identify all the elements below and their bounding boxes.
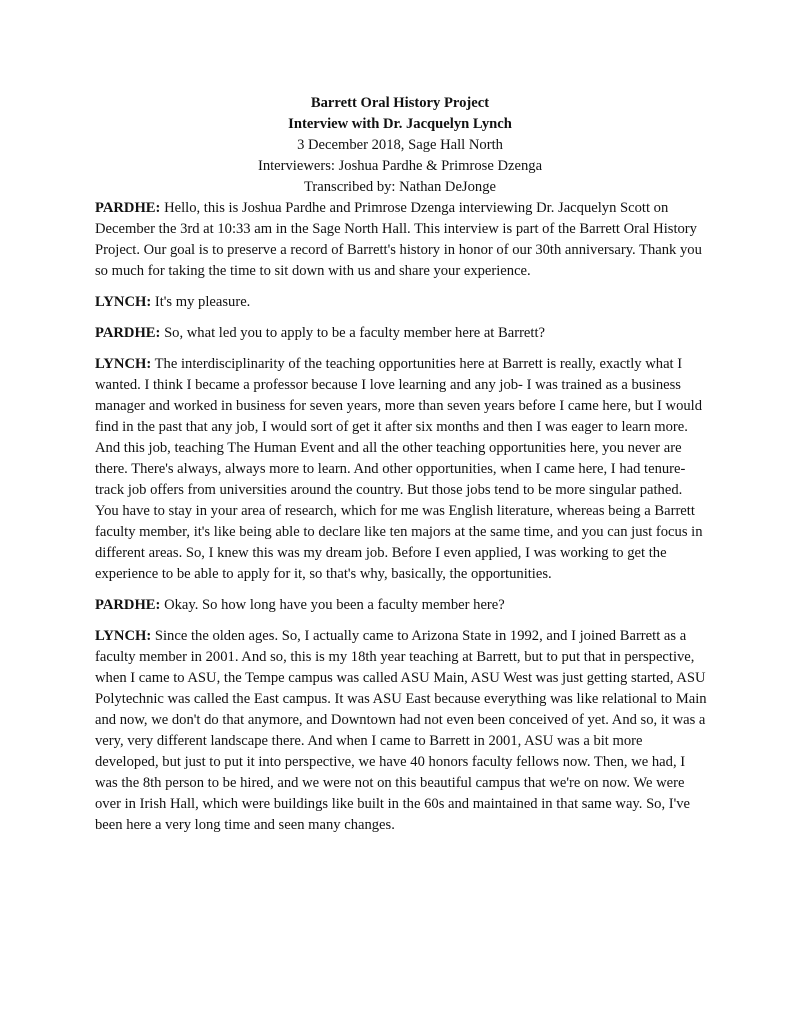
utterance-text: Hello, this is Joshua Pardhe and Primrose Dzenga interviewing Dr. Jacquelyn Scott on December the 3rd at 10:33 am in the Sage North Hall. This interview is part of the Barrett Oral History Project. Our goal is to preserve a record of Barrett's history in honor of our 30th anniversary. Thank you so much for taking the time to sit down with us and share your experience. xyxy=(95,200,702,279)
utterance-text: Since the olden ages. So, I actually came to Arizona State in 1992, and I joined Barrett as a faculty member in 2001. And so, this is my 18th year teaching at Barrett, but to put that in perspective, when I came to ASU, the Tempe campus was called ASU Main, ASU West was just getting started, ASU Polytechnic was called the East campus. It was ASU East because everything was like relational to Main and now, we don't do that anymore, and Downtown had not even been conceived of yet. And so, it was a very, very different landscape there. And when I came to Barrett in 2001, ASU was a bit more developed, but just to put it into perspective, we have 40 honors faculty fellows now. Then, we had, I was the 8th person to be hired, and we were not on this beautiful campus that we're on now. We were over in Irish Hall, which were buildings like built in the 60s and maintained in that same way. So, I've been here a very long time and seen many changes. xyxy=(95,628,707,833)
interview-title: Interview with Dr. Jacquelyn Lynch xyxy=(288,116,512,132)
utterance-text: It's my pleasure. xyxy=(154,294,251,310)
transcript-paragraph xyxy=(95,198,707,282)
transcript-paragraph xyxy=(95,595,707,616)
speaker-label: PARDHE: xyxy=(95,200,161,216)
date-location: 3 December 2018, Sage Hall North xyxy=(297,137,503,153)
transcriber-line: Transcribed by: Nathan DeJonge xyxy=(304,179,496,195)
speaker-label: LYNCH: xyxy=(95,628,152,644)
speaker-label: LYNCH: xyxy=(95,356,152,372)
transcript-paragraph xyxy=(95,626,707,836)
project-title: Barrett Oral History Project xyxy=(310,95,490,111)
speaker-label: PARDHE: xyxy=(95,597,161,613)
interviewers-line: Interviewers: Joshua Pardhe & Primrose Dzenga xyxy=(257,158,543,174)
transcript-body xyxy=(95,198,707,846)
transcript-paragraph xyxy=(95,354,707,585)
utterance-text: Okay. So how long have you been a faculty member here? xyxy=(164,597,505,613)
transcript-paragraph xyxy=(95,323,707,344)
utterance-text: The interdisciplinarity of the teaching opportunities here at Barrett is really, exactly what I wanted. I think I became a professor because I love learning and any job- I was trained as a business manager and worked in business for seven years, more than seven years before I came here, but I would find in the past that any job, I would sort of get it after six months and then I was eager to learn more. And this job, teaching The Human Event and all the other teaching opportunities here, you never are there. There's always, always more to learn. And other opportunities, when I came here, I had tenure-track job offers from universities around the country. But those jobs tend to be more singular pathed. You have to stay in your area of research, which for me was English literature, whereas being a Barrett faculty member, it's like being able to declare like ten majors at the same time, and you can just focus in different areas. So, I knew this was my dream job. Before I even applied, I was working to get the experience to be able to apply for it, so that's why, basically, the opportunities. xyxy=(95,356,703,582)
utterance-text: So, what led you to apply to be a faculty member here at Barrett? xyxy=(164,325,545,341)
transcript-paragraph xyxy=(95,292,707,313)
document-header xyxy=(95,93,705,198)
speaker-label: PARDHE: xyxy=(95,325,161,341)
speaker-label: LYNCH: xyxy=(95,294,152,310)
